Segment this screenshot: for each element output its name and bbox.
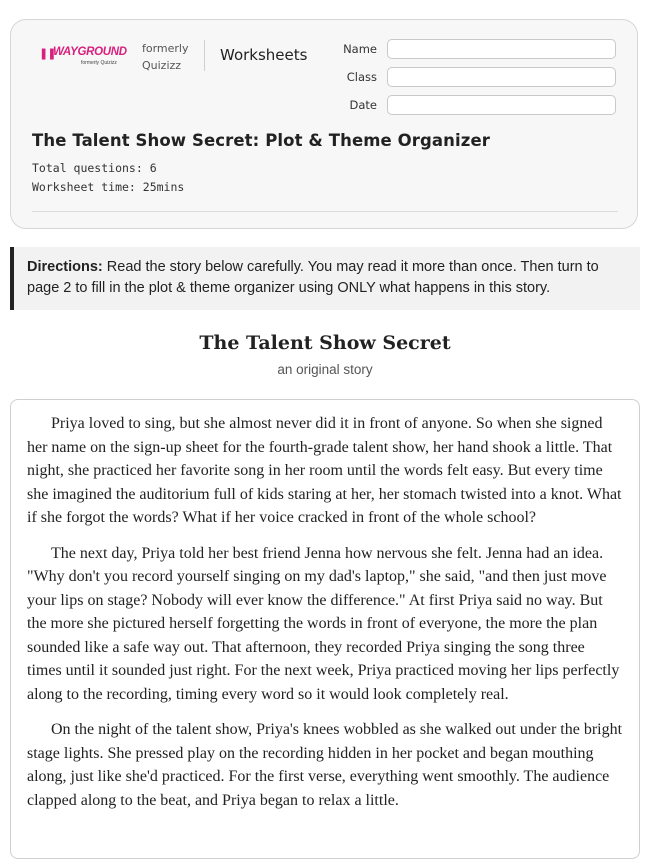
quizizz-line: Quizizz bbox=[142, 59, 182, 72]
worksheet-header bbox=[10, 19, 638, 229]
formerly-line: formerly bbox=[142, 42, 189, 55]
formerly-note bbox=[142, 40, 189, 74]
class-field[interactable] bbox=[387, 67, 616, 87]
story-paragraph: The next day, Priya told her best friend Jenna how nervous she felt. Jenna had an idea. "Why don't you record yourself singing on my dad's laptop," she said, "and then just move your lips on stage? Nobody will ever know the difference." At first Priya said no way. But the more she pictured herself forgetting the words in front of everyone, the more the plan sounded like a safe way out. That afternoon, they recorded Priya singing the song three times until it sounded just right. For the next week, Priya practiced moving her lips perfectly along to the recording, timing every word so it would look completely real. bbox=[27, 544, 620, 703]
directions-box bbox=[10, 247, 640, 310]
worksheet-title: The Talent Show Secret: Plot & Theme Organizer bbox=[32, 131, 491, 150]
directions-text: Read the story below carefully. You may read it more than once. Then turn to page 2 to fill in the plot & theme organizer using ONLY what happens in this story. bbox=[27, 259, 599, 296]
worksheets-label: Worksheets bbox=[220, 46, 308, 64]
directions-label: Directions: bbox=[27, 259, 103, 275]
header-divider bbox=[204, 40, 205, 71]
story-paragraph: On the night of the talent show, Priya's knees wobbled as she walked out under the bright stage lights. She pressed play on the recording hidden in her pocket and began mouthing along, just like she'd practiced. For the first verse, everything went smoothly. The audience clapped along to the beat, and Priya began to relax a little. bbox=[27, 721, 623, 809]
logo-mark-icon: ❚❚ bbox=[39, 47, 56, 60]
story-paragraph: Priya loved to sing, but she almost never did it in front of anyone. So when she signed her name on the sign-up sheet for the fourth-grade talent show, her hand shook a little. That night, she practiced her favorite song in her room until the words felt easy. But every time she imagined the auditorium full of kids staring at her, her stomach twisted into a knot. What if she forgot the words? What if her voice cracked in front of the whole school? bbox=[27, 415, 622, 526]
date-label: Date bbox=[349, 98, 377, 112]
class-label: Class bbox=[346, 70, 377, 84]
story-passage bbox=[10, 399, 640, 859]
header-rule bbox=[32, 211, 618, 212]
wayground-logo bbox=[39, 46, 129, 70]
total-questions: Total questions: 6 bbox=[32, 161, 157, 175]
logo-subtext: formerly Quizizz bbox=[81, 60, 117, 66]
name-field[interactable] bbox=[387, 39, 616, 59]
date-field[interactable] bbox=[387, 95, 616, 115]
story-subtitle: an original story bbox=[277, 362, 373, 377]
logo-text: WAYGROUND bbox=[53, 46, 127, 58]
name-label: Name bbox=[343, 42, 377, 56]
story-title: The Talent Show Secret bbox=[199, 332, 451, 354]
worksheet-time: Worksheet time: 25mins bbox=[32, 180, 185, 194]
